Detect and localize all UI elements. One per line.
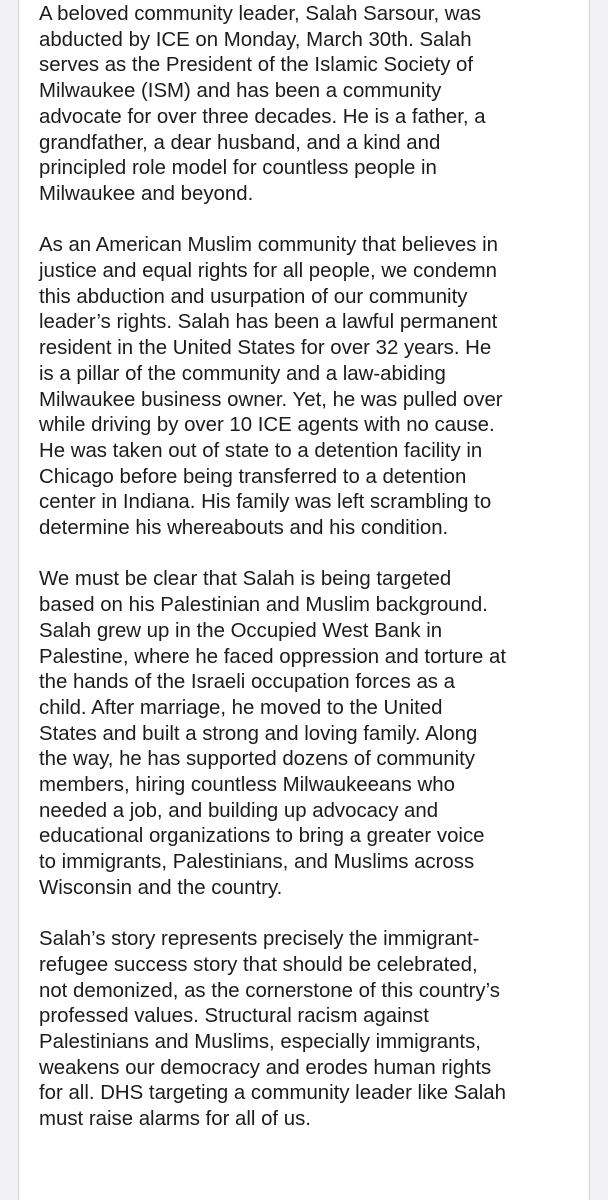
paragraph-1: A beloved community leader, Salah Sarsour, was abducted by ICE on Monday, March 30th. Salah serves as the President of the Islamic Society of Milwaukee (ISM) and has been a community advocate for over three decades. He is a father, a grandfather, a dear husband, and a kind and principled role model for countless people in Milwaukee and beyond. — [39, 3, 486, 205]
document-card — [18, 0, 590, 1200]
statement-body — [39, 2, 559, 1159]
paragraph-3: We must be clear that Salah is being targeted based on his Palestinian and Muslim background. Salah grew up in the Occupied West Bank in Palestine, where he faced oppression and torture at the hands of the Israeli occupation forces as a child. After marriage, he moved to the United States and built a strong and loving family. Along the way, he has supported dozens of community members, hiring countless Milwaukeeans who needed a job, and building up advocacy and educational organizations to bring a greater voice to immigrants, Palestinians, and Muslims across Wisconsin and the country. — [39, 568, 507, 899]
paragraph-2: As an American Muslim community that believes in justice and equal rights for all people, we condemn this abduction and usurpation of our community leader’s rights. Salah has been a lawful permanent resident in the United States for over 32 years. He is a pillar of the community and a law-abiding Milwaukee business owner. Yet, he was pulled over while driving by over 10 ICE agents with no cause. He was taken out of state to a detention facility in Chicago before being transferred to a detention center in Indiana. His family was left scrambling to determine his whereabouts and his condition. — [39, 234, 503, 540]
paragraph-4: Salah’s story represents precisely the immigrant- refugee success story that should be celebrated, not demonized, as the cornerstone of this country’s professed values. Structural racism against Palestinians and Muslims, especially immigrants, weakens our democracy and erodes human rights for all. DHS targeting a community leader like Salah must raise alarms for all of us. — [39, 928, 506, 1131]
